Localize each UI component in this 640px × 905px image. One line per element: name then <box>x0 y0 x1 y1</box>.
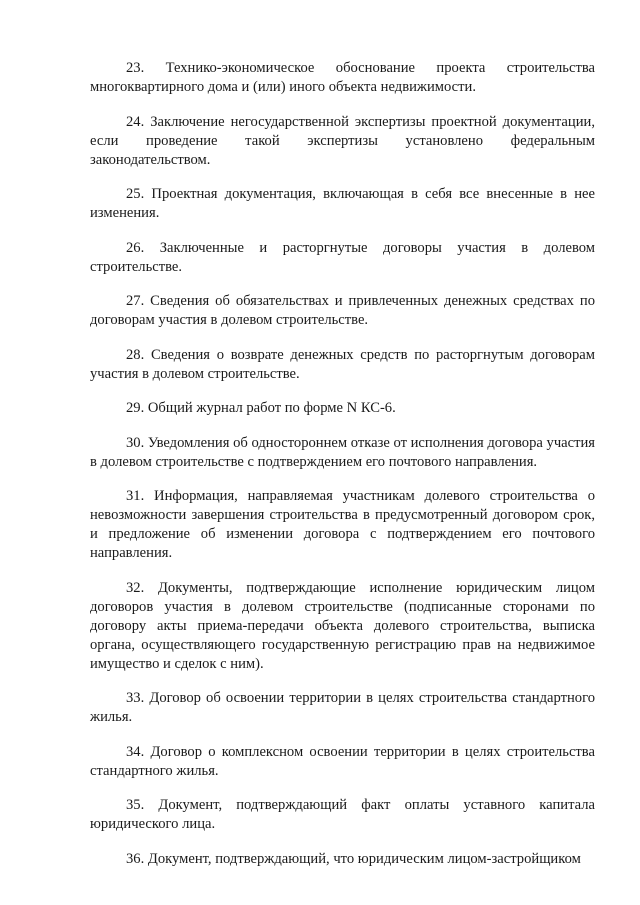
list-item-26: 26. Заключенные и расторгнутые договоры участия в долевом строительстве. <box>90 239 595 275</box>
list-item-27: 27. Сведения об обязательствах и привлеченных денежных средствах по договорам участия в долевом строительстве. <box>90 293 595 328</box>
list-item-34: 34. Договор о комплексном освоении территории в целях строительства стандартного жилья. <box>90 743 595 779</box>
list-item-35: 35. Документ, подтверждающий факт оплаты уставного капитала юридического лица. <box>90 797 595 832</box>
list-item-24: 24. Заключение негосударственной экспертизы проектной документации, если проведение такой экспертизы установлено федеральным законодательством. <box>90 113 595 168</box>
list-item-23: 23. Технико-экономическое обоснование проекта строительства многоквартирного дома и (или) иного объекта недвижимости. <box>90 60 595 95</box>
list-item-33: 33. Договор об освоении территории в целях строительства стандартного жилья. <box>90 690 595 725</box>
list-item-25: 25. Проектная документация, включающая в себя все внесенные в нее изменения. <box>90 186 595 221</box>
list-item-36: 36. Документ, подтверждающий, что юридическим лицом-застройщиком <box>126 850 581 867</box>
document-body <box>90 59 595 869</box>
list-item-32: 32. Документы, подтверждающие исполнение юридическим лицом договоров участия в долевом строительстве (подписанные сторонами по договору акты приема-передачи объекта долевого строительства, выписка органа, осуществляющего государственную регистрацию прав на недвижимое имущество и сделок с ним). <box>90 579 595 672</box>
list-item-29: 29. Общий журнал работ по форме N КС-6. <box>126 400 396 416</box>
list-item-31: 31. Информация, направляемая участникам долевого строительства о невозможности завершения строительства в предусмотренный договором срок, и предложение об изменении договора с подтверждением его почтового направления. <box>90 488 595 561</box>
list-item-28: 28. Сведения о возврате денежных средств по расторгнутым договорам участия в долевом строительстве. <box>90 346 595 382</box>
list-item-30: 30. Уведомления об одностороннем отказе от исполнения договора участия в долевом строительстве с подтверждением его почтового направления. <box>90 434 596 470</box>
